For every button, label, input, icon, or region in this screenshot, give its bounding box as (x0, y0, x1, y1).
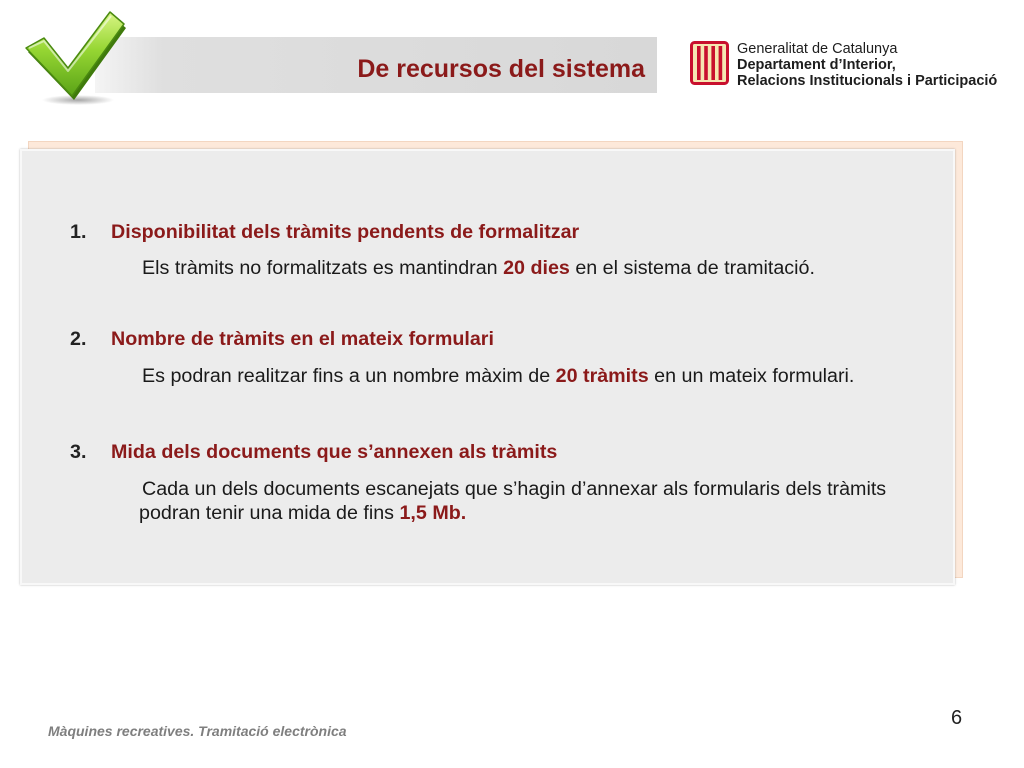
highlight-value: 20 tràmits (555, 365, 649, 387)
item-number: 1. (70, 221, 87, 243)
institution-line-2: Departament d’Interior, (737, 57, 896, 73)
highlight-value: 20 dies (503, 257, 570, 279)
body-text: en un mateix formulari. (648, 365, 855, 387)
footer-text: Màquines recreatives. Tramitació electrònica (48, 723, 347, 739)
institution-name (737, 41, 997, 89)
item-body (142, 256, 815, 280)
generalitat-logo-icon (690, 41, 729, 85)
body-text: Els tràmits no formalitzats es mantindran (142, 257, 504, 279)
item-body (142, 364, 854, 388)
item-heading: Nombre de tràmits en el mateix formulari (111, 328, 494, 350)
item-number: 2. (70, 328, 87, 350)
page-title: De recursos del sistema (357, 55, 645, 83)
body-text: en el sistema de tramitació. (569, 257, 815, 279)
institution-line-1: Generalitat de Catalunya (737, 41, 898, 57)
page-number: 6 (951, 707, 963, 729)
item-heading: Disponibilitat dels tràmits pendents de formalitzar (111, 221, 580, 243)
item-body (139, 501, 466, 525)
body-text: podran tenir una mida de fins (139, 502, 400, 524)
item-body (142, 477, 886, 501)
body-text: Cada un dels documents escanejats que s’hagin d’annexar als formularis dels tràmits (142, 478, 887, 500)
header-banner (95, 37, 657, 93)
body-text: Es podran realitzar fins a un nombre màxim de (142, 365, 556, 387)
item-heading: Mida dels documents que s’annexen als tràmits (111, 441, 558, 463)
item-number: 3. (70, 441, 87, 463)
institution-line-3: Relacions Institucionals i Participació (737, 73, 998, 89)
checkmark-icon (22, 10, 128, 106)
highlight-value: 1,5 Mb. (399, 502, 467, 524)
